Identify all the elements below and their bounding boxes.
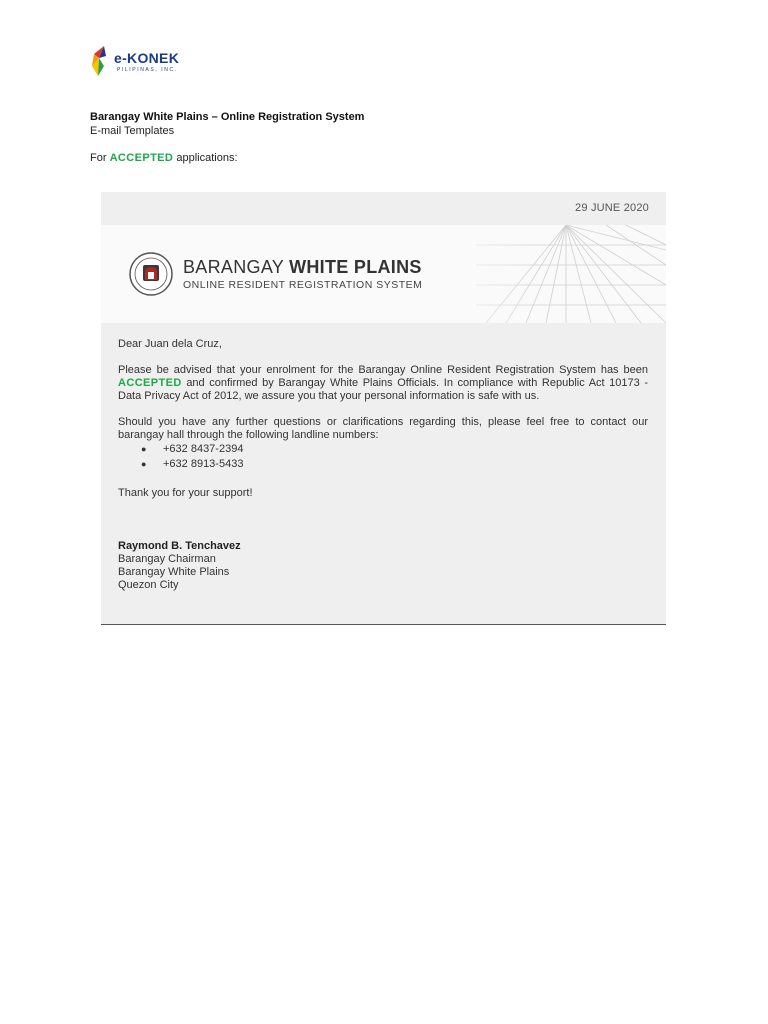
acceptance-text-end: and confirmed by Barangay White Plains Officials. In compliance with Republic Act 10173 - Data Privacy Act of 2012, we assure you that your personal information is safe with us. xyxy=(118,377,648,402)
phone-number: +632 8437-2394 xyxy=(163,443,244,455)
banner-title-light: BARANGAY xyxy=(183,257,284,277)
signatory-city: Quezon City xyxy=(118,579,179,591)
email-paragraph-acceptance xyxy=(118,364,648,403)
phone-item xyxy=(118,442,648,457)
template-label xyxy=(90,152,238,164)
email-greeting: Dear Juan dela Cruz, xyxy=(118,338,222,350)
banner-title-bold: WHITE PLAINS xyxy=(289,257,422,277)
email-thanks: Thank you for your support! xyxy=(118,487,253,499)
signatory-barangay: Barangay White Plains xyxy=(118,566,230,578)
banner-title xyxy=(183,257,422,278)
status-accepted-inline: ACCEPTED xyxy=(118,377,182,389)
barangay-seal-icon xyxy=(128,251,174,297)
document-title: Barangay White Plains – Online Registration System xyxy=(90,111,365,123)
building-pattern-icon xyxy=(426,225,666,323)
company-logo xyxy=(90,44,200,80)
document-subtitle: E-mail Templates xyxy=(90,125,175,137)
email-paragraph-contact: Should you have any further questions or clarifications regarding this, please feel free to contact our barangay hall through the following landline numbers: xyxy=(118,416,648,441)
email-template xyxy=(101,192,666,625)
phone-list xyxy=(118,442,648,472)
template-label-prefix: For xyxy=(90,152,107,164)
email-banner xyxy=(101,225,666,323)
phone-item xyxy=(118,457,648,472)
email-body xyxy=(118,338,648,592)
acceptance-text-start: Please be advised that your enrolment for the Barangay Online Resident Registration System has been xyxy=(118,364,648,376)
bullet-icon: ● xyxy=(141,444,147,454)
signatory-name: Raymond B. Tenchavez xyxy=(118,540,241,552)
logo-subtitle: PILIPINAS, INC. xyxy=(117,67,178,73)
email-signature xyxy=(118,540,648,592)
logo-wordmark: e-KONEK xyxy=(114,50,180,66)
email-date: 29 JUNE 2020 xyxy=(575,202,649,214)
template-label-suffix: applications: xyxy=(176,152,238,164)
banner-subtitle: ONLINE RESIDENT REGISTRATION SYSTEM xyxy=(183,279,423,291)
status-accepted: ACCEPTED xyxy=(109,152,174,164)
phone-number: +632 8913-5433 xyxy=(163,458,244,470)
signatory-position: Barangay Chairman xyxy=(118,553,216,565)
bullet-icon: ● xyxy=(141,459,147,469)
